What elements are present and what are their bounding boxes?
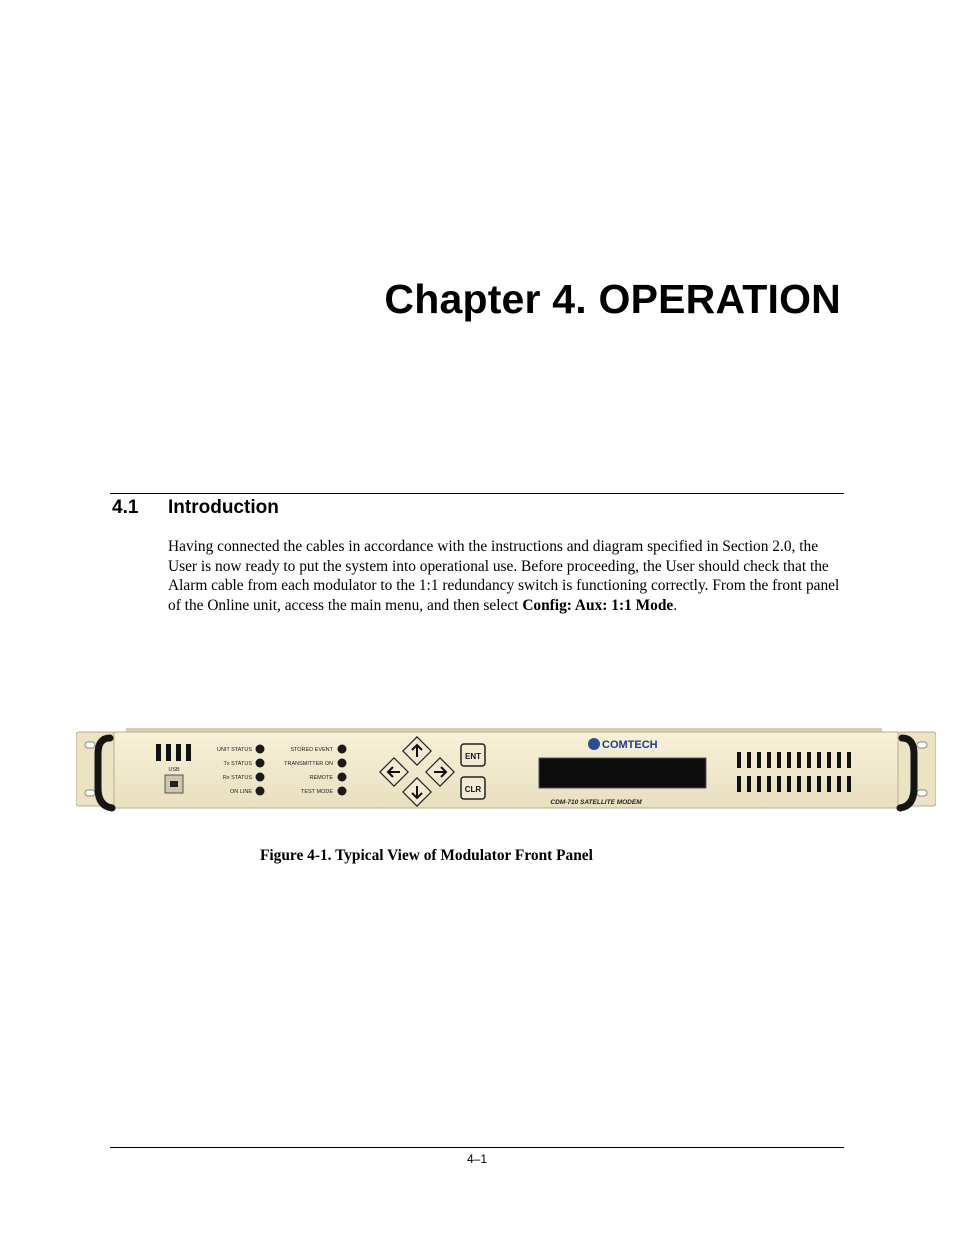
led-indicator (338, 759, 347, 768)
left-mount-hole (85, 742, 95, 748)
lcd-display (539, 758, 706, 788)
led-indicator (256, 787, 265, 796)
led-label: TEST MODE (301, 789, 333, 795)
led-indicator (256, 759, 265, 768)
panel-body (114, 732, 898, 808)
intro-paragraph (168, 537, 844, 615)
brand-logo: COMTECH (602, 739, 658, 751)
led-label: REMOTE (309, 775, 333, 781)
led-indicator (256, 745, 265, 754)
led-label: TRANSMITTER ON (284, 761, 333, 767)
paragraph-text: Having connected the cables in accordance with the instructions and diagram specified in Section 2.0, the User is now ready to put the system into operational use. Before proceeding, the User should check that the Alarm cable from each modulator to the 1:1 redundancy switch is functioning correctly. From the front panel of the Online unit, access the main menu, and then select (168, 538, 840, 614)
led-label: UNIT STATUS (216, 747, 252, 753)
section-title: Introduction (168, 497, 279, 518)
right-mount-hole (917, 742, 927, 748)
comtech-logo-icon (588, 738, 600, 750)
led-label: Tx STATUS (223, 761, 252, 767)
led-indicator (338, 773, 347, 782)
led-indicator (338, 787, 347, 796)
chapter-title: Chapter 4. OPERATION (384, 276, 841, 322)
led-indicator (338, 745, 347, 754)
model-label: CDM-710 SATELLITE MODEM (550, 799, 642, 806)
figure-caption: Figure 4-1. Typical View of Modulator Front Panel (260, 847, 593, 864)
ent-label: ENT (465, 752, 481, 761)
section-heading (112, 497, 279, 519)
page-number: 4–1 (466, 1152, 488, 1166)
usb-label: USB (168, 767, 180, 773)
clr-label: CLR (464, 785, 482, 794)
footer-divider (110, 1147, 844, 1148)
section-divider (110, 493, 844, 494)
section-number: 4.1 (112, 497, 139, 518)
right-mount-hole-lower (917, 790, 927, 796)
led-label: ON LINE (229, 789, 252, 795)
led-label: Rx STATUS (222, 775, 252, 781)
led-label: STORED EVENT (290, 747, 333, 753)
left-mount-hole-lower (85, 790, 95, 796)
menu-path: Config: Aux: 1:1 Mode (522, 596, 674, 614)
paragraph-end: . (673, 596, 678, 614)
front-panel-figure (76, 724, 936, 816)
led-indicator (256, 773, 265, 782)
usb-socket (170, 781, 178, 787)
